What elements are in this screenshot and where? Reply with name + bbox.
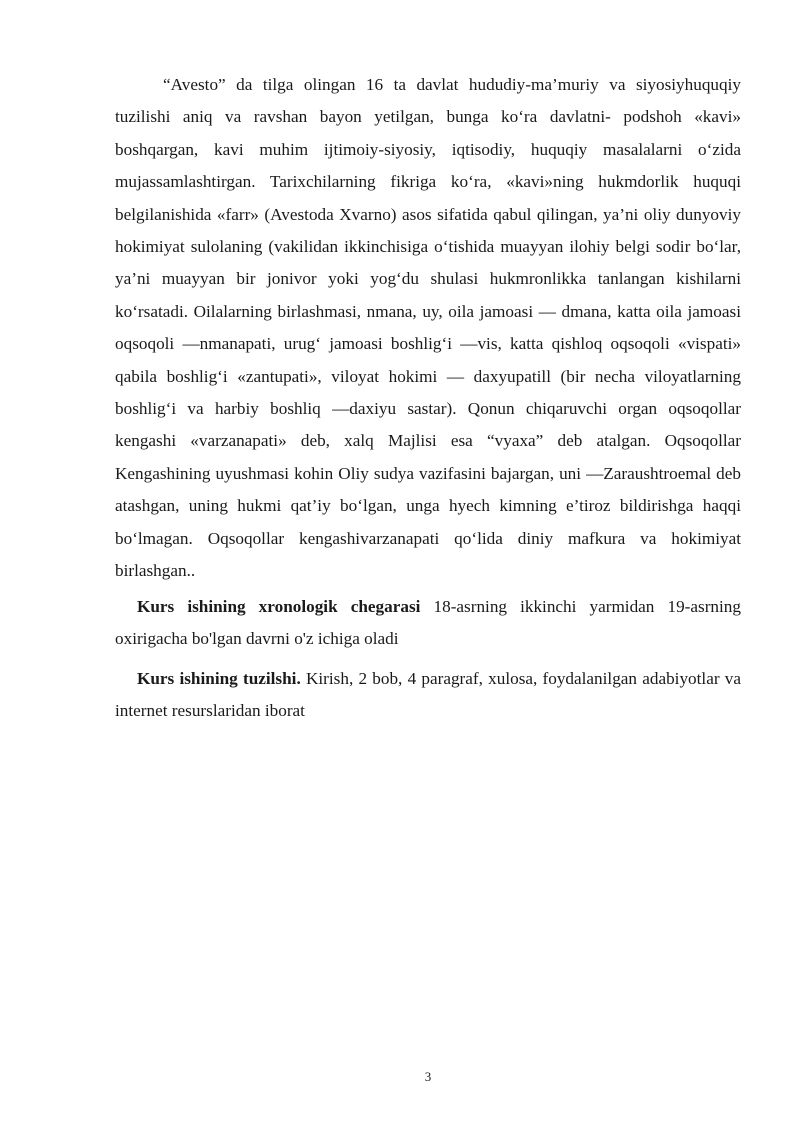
chronological-scope-heading: Kurs ishining xronologik chegarasi [137, 597, 421, 616]
paragraph-chronological-scope [115, 591, 741, 656]
structure-text: Kirish, 2 bob, 4 paragraf, xulosa, foydalanilgan adabiyotlar va internet resurslaridan iborat [115, 669, 741, 721]
chronological-scope-text: 18-asrning ikkinchi yarmidan 19-asrning oxirigacha bo'lgan davrni o'z ichiga oladi [115, 597, 741, 649]
paragraph-avesto-text: “Avesto” da tilga olingan 16 ta davlat hududiy-ma’muriy va siyosiyhuquqiy tuzilishi aniq va ravshan bayon yetilgan, bunga koʻra davlatni- podshoh «kavi» boshqargan, kavi muhim ijtimoiy-siyosiy, iqtisodiy, huquqiy masalalarni oʻzida mujassamlashtirgan. Tarixchilarning fikriga koʻra, «kavi»ning hukmdorlik huquqi belgilanishida «farr» (Avestoda Xvarno) asos sifatida qabul qilingan, ya’ni oliy dunyoviy hokimiyat sulolaning (vakilidan ikkinchisiga oʻtishida muayyan ilohiy belgi sodir boʻlar, ya’ni muayyan bir jonivor yoki yogʻdu shulasi hukmronlikka tanlangan kishilarni koʻrsatadi. Oilalarning birlashmasi, nmana, uy, oila jamoasi — dmana, katta oila jamoasi oqsoqoli —nmanapati, urugʻ jamoasi boshligʻi —vis, katta qishloq oqsoqoli «vispati» qabila boshligʻi «zantupati», viloyat hokimi — daxyupatill (bir necha viloyatlarning boshligʻi va harbiy boshliq —daxiyu sastar). Qonun chiqaruvchi organ oqsoqollar kengashi «varzanapati» deb, xalq Majlisi esa “vyaxa” deb atalgan. Oqsoqollar Kengashining uyushmasi kohin Oliy sudya vazifasini bajargan, uni —Zaraushtroemal deb atashgan, uning hukmi qat’iy boʻlgan, unga hyech kimning e’tiroz bildirishga haqqi boʻlmagan. Oqsoqollar kengashivarzanapati qoʻlida diniy mafkura va hokimiyat birlashgan.. [115, 75, 741, 581]
structure-heading: Kurs ishining tuzilshi. [137, 669, 301, 688]
paragraph-structure [115, 663, 741, 728]
paragraph-avesto [115, 69, 741, 588]
page-number: 3 [424, 1069, 432, 1084]
